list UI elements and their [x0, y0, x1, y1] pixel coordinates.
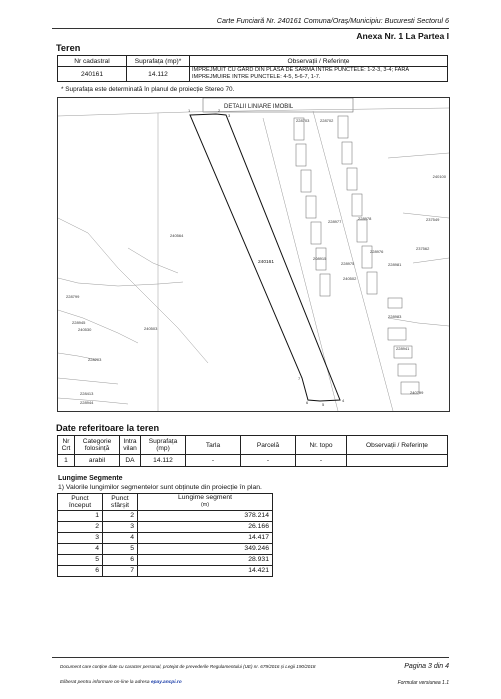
start-cell: 4 [58, 543, 103, 554]
map-label: 240100 [432, 174, 446, 179]
map-label: 228975 [341, 261, 355, 266]
table-row [58, 532, 273, 543]
page-number: Pagina 3 din 4 [404, 663, 449, 670]
table-header-row [58, 436, 448, 455]
map-label: 228981 [388, 262, 402, 267]
header-rule [52, 28, 449, 29]
map-label: 228413 [80, 391, 94, 396]
map-label: 228976 [370, 249, 384, 254]
teren-table [57, 55, 448, 82]
map-label: 228978 [358, 216, 372, 221]
column-header [138, 494, 273, 511]
column-header: Observații / Referințe [190, 56, 448, 67]
table-row [58, 510, 273, 521]
point-label: 4 [342, 398, 345, 403]
map-label: 208915 [313, 256, 327, 261]
column-header: Observații / Referințe [347, 436, 448, 455]
parcel-boundary-lines [58, 108, 449, 411]
building-blocks [294, 116, 419, 394]
date-teren-section-title: Date referitoare la teren [56, 423, 160, 433]
map-label: 228799 [66, 294, 80, 299]
column-header: Suprafața (mp) [141, 436, 186, 455]
length-unit-label: (m) [200, 502, 210, 509]
annex-title: Anexa Nr. 1 La Partea I [356, 31, 449, 41]
parcela-cell: - [241, 455, 296, 467]
map-drawing [58, 98, 449, 411]
lungime-subtitle: 1) Valorile lungimilor segmentelor sunt obținute din proiecție în plan. [58, 484, 262, 491]
column-header: Punct sfârșit [103, 494, 138, 511]
map-label: 237549 [426, 217, 440, 222]
map-label: 228945 [72, 320, 86, 325]
point-label: 5 [322, 402, 325, 407]
table-row [58, 521, 273, 532]
start-cell: 3 [58, 532, 103, 543]
map-label: 228203 [88, 357, 102, 362]
start-cell: 1 [58, 510, 103, 521]
map-label: 228941 [396, 346, 410, 351]
suprafata-cell: 14.112 [127, 67, 190, 82]
table-row [58, 543, 273, 554]
map-label: 228944 [80, 400, 94, 405]
observatii-cell: IMPREJMUIT CU GARD DIN PLASA DE SARMA INTRE PUNCTELE: 1-2-3, 3-4; FARA IMPREJMUIRE INTRE PUNCTELE: 4-5, 5-6-7, 1-7. [190, 67, 448, 82]
epay-link[interactable]: epay.ancpi.ro [150, 680, 182, 685]
map-label: 240799 [410, 390, 424, 395]
column-header: Nr Crt [58, 436, 75, 455]
lungime-title: Lungime Segmente [58, 475, 123, 482]
lungime-table [57, 493, 273, 577]
map-label: 240503 [144, 326, 158, 331]
map-label: 228703 [296, 118, 310, 123]
end-cell: 7 [103, 565, 138, 576]
end-cell: 4 [103, 532, 138, 543]
point-label: 2 [218, 108, 221, 113]
map-label: 240530 [78, 327, 92, 332]
end-cell: 6 [103, 554, 138, 565]
end-cell: 2 [103, 510, 138, 521]
column-header: Intra vilan [120, 436, 141, 455]
end-cell: 5 [103, 543, 138, 554]
nr-topo-cell: - [296, 455, 347, 467]
point-label: 7 [298, 376, 301, 381]
map-label: 228702 [320, 118, 334, 123]
column-header: Nr. topo [296, 436, 347, 455]
point-label: 1 [188, 108, 191, 113]
teren-section-title: Teren [56, 43, 81, 53]
column-header: Punct început [58, 494, 103, 511]
projection-note: * Suprafața este determinată în planul de proiecție Stereo 70. [61, 86, 235, 93]
footer-disclaimer: Document care conține date cu caracter personal, protejat de prevederile Regulamentului (UE) nr. 679/2016 și Legii 190/2018 [60, 664, 316, 669]
map-label: 228977 [328, 219, 342, 224]
start-cell: 6 [58, 565, 103, 576]
column-header: Nr cadastral [58, 56, 127, 67]
length-cell: 349.246 [138, 543, 273, 554]
table-row [58, 455, 448, 467]
intravilan-cell: DA [120, 455, 141, 467]
table-row [58, 67, 448, 82]
start-cell: 2 [58, 521, 103, 532]
column-header: Tarla [186, 436, 241, 455]
form-version: Formular versiunea 1.1 [397, 680, 449, 686]
length-cell: 28.931 [138, 554, 273, 565]
cadastral-map [57, 97, 450, 412]
map-label: 240502 [343, 276, 357, 281]
online-prefix: Eliberat pentru informare on-line la adresa [60, 680, 150, 685]
column-header: Parcelă [241, 436, 296, 455]
footer-online [60, 680, 182, 685]
end-cell: 3 [103, 521, 138, 532]
document-header-title: Carte Funciară Nr. 240161 Comuna/Oraș/Municipiu: Bucuresti Sectorul 6 [216, 16, 449, 25]
point-label: 3 [228, 113, 231, 118]
nr-cadastral-cell: 240161 [58, 67, 127, 82]
length-cell: 26.166 [138, 521, 273, 532]
table-header-row [58, 56, 448, 67]
map-label: 228983 [388, 314, 402, 319]
table-row [58, 565, 273, 576]
suprafata-cell: 14.112 [141, 455, 186, 467]
point-label: 6 [306, 400, 309, 405]
length-header-label: Lungime segment [177, 494, 233, 501]
table-row [58, 554, 273, 565]
map-title: DETALII LINIARE IMOBIL [224, 104, 294, 110]
tarla-cell: - [186, 455, 241, 467]
table-header-row [58, 494, 273, 511]
nr-crt-cell: 1 [58, 455, 75, 467]
map-label: 237562 [416, 246, 430, 251]
parcel-label: 240161 [258, 260, 275, 265]
date-teren-table [57, 435, 448, 467]
column-header: Suprafața (mp)* [127, 56, 190, 67]
length-cell: 14.421 [138, 565, 273, 576]
footer-rule [52, 657, 449, 658]
column-header: Categorie folosință [75, 436, 120, 455]
length-cell: 378.214 [138, 510, 273, 521]
observatii-cell [347, 455, 448, 467]
length-cell: 14.417 [138, 532, 273, 543]
start-cell: 5 [58, 554, 103, 565]
categorie-cell: arabil [75, 455, 120, 467]
map-label: 240564 [170, 233, 184, 238]
